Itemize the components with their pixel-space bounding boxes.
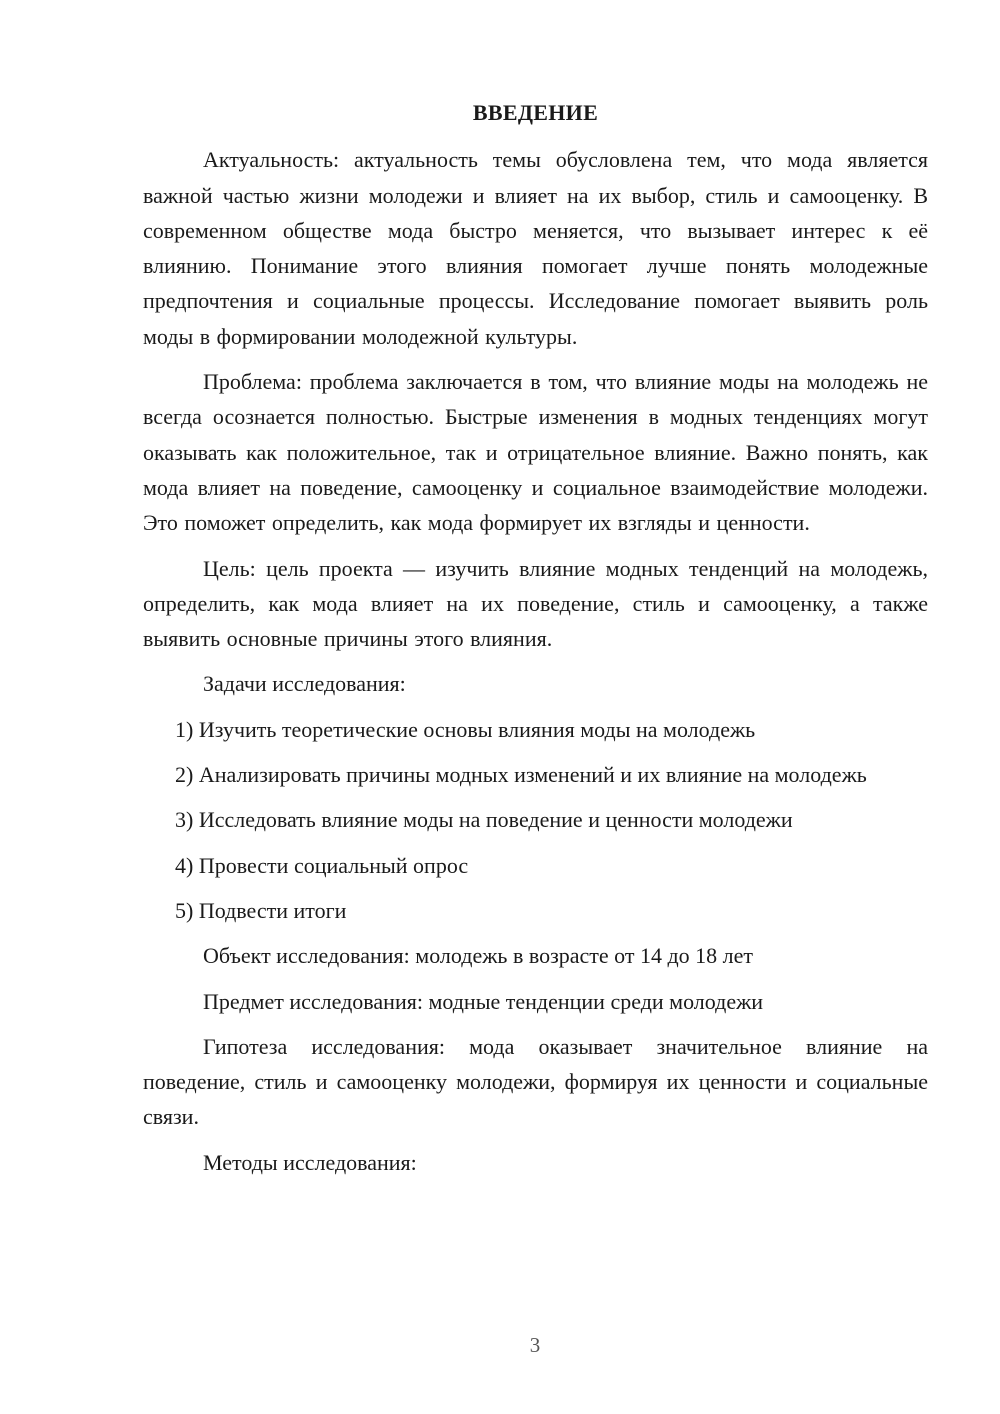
document-page (143, 95, 928, 1190)
relevance-paragraph: Актуальность: актуальность темы обусловлена тем, что мода является важной частью жизни молодежи и влияет на их выбор, стиль и самооценку. В современном обществе мода быстро меняется, что вызывает интерес к её влиянию. Понимание этого влияния помогает лучше понять молодежные предпочтения и социальные процессы. Исследование помогает выявить роль моды в формировании молодежной культуры. (143, 147, 928, 349)
hypothesis-paragraph: Гипотеза исследования: мода оказывает значительное влияние на поведение, стиль и самооценку молодежи, формируя их ценности и социальные связи. (143, 1033, 928, 1130)
task-item-3: 3) Исследовать влияние моды на поведение и ценности молодежи (175, 807, 793, 833)
task-item-2: 2) Анализировать причины модных изменений и их влияние на молодежь (175, 762, 867, 788)
page-title: ВВЕДЕНИЕ (472, 100, 599, 125)
goal-paragraph: Цель: цель проекта — изучить влияние модных тенденций на молодежь, определить, как мода влияет на их поведение, стиль и самооценку, а также выявить основные причины этого влияния. (143, 555, 928, 652)
problem-paragraph: Проблема: проблема заключается в том, что влияние моды на молодежь не всегда осознается полностью. Быстрые изменения в модных тенденциях могут оказывать как положительное, так и отрицательное влияние. Важно понять, как мода влияет на поведение, самооценку и социальное взаимодействие молодежи. Это поможет определить, как мода формирует их взгляды и ценности. (143, 369, 928, 536)
task-item-5: 5) Подвести итоги (175, 897, 347, 923)
task-item-1: 1) Изучить теоретические основы влияния моды на молодежь (175, 716, 756, 742)
object-paragraph: Объект исследования: молодежь в возрасте от 14 до 18 лет (203, 943, 754, 969)
tasks-heading: Задачи исследования: (203, 671, 406, 697)
task-item-4: 4) Провести социальный опрос (175, 852, 469, 878)
subject-paragraph: Предмет исследования: модные тенденции среди молодежи (203, 988, 764, 1014)
page-number: 3 (529, 1333, 541, 1357)
methods-heading: Методы исследования: (203, 1149, 417, 1175)
